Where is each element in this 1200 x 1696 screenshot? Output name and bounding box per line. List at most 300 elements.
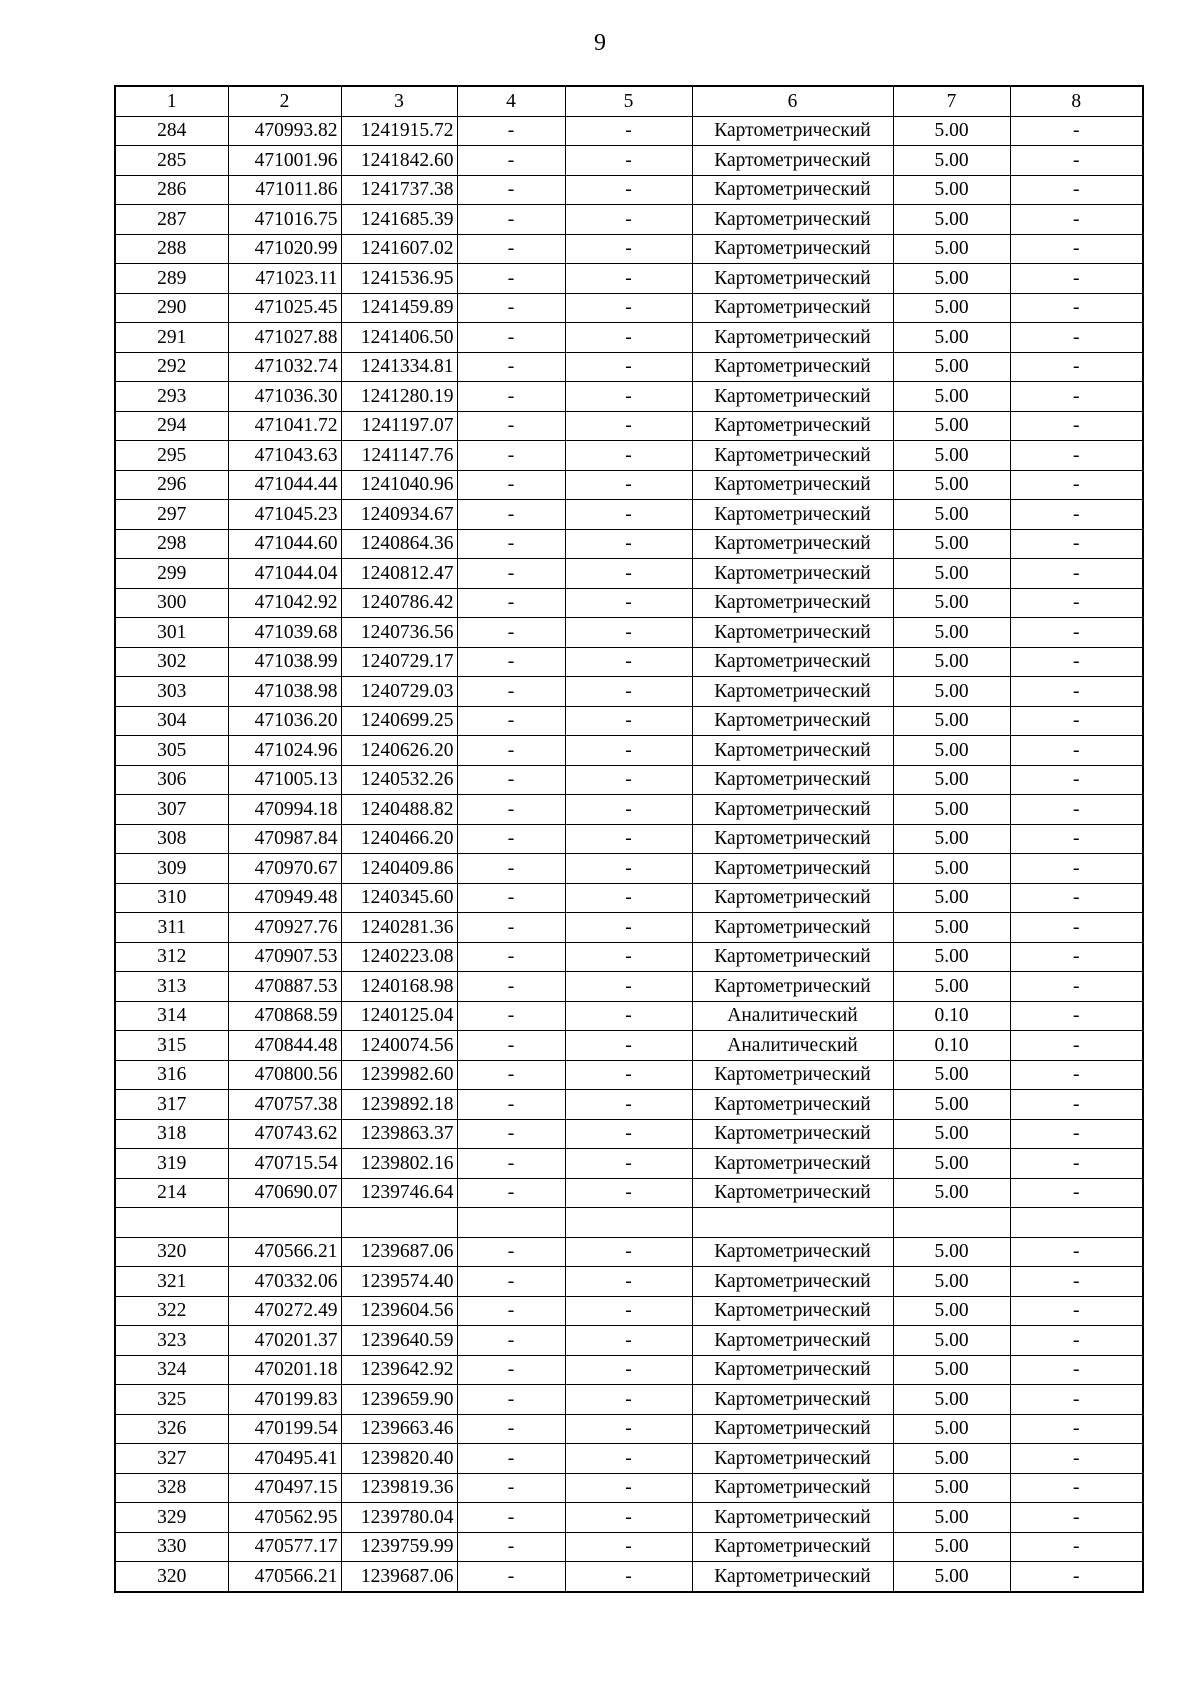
table-cell: 295 [115, 441, 228, 471]
table-cell: 284 [115, 116, 228, 146]
table-cell: 5.00 [893, 323, 1010, 353]
table-cell: - [1010, 352, 1143, 382]
table-cell: - [565, 1090, 692, 1120]
table-cell: 1240699.25 [341, 706, 457, 736]
table-cell: 5.00 [893, 411, 1010, 441]
column-header: 1 [115, 86, 228, 116]
table-cell: - [457, 913, 565, 943]
table-cell: - [457, 559, 565, 589]
table-cell: 312 [115, 942, 228, 972]
table-row [115, 146, 1143, 176]
table-cell: 1239659.90 [341, 1385, 457, 1415]
table-row [115, 441, 1143, 471]
table-row [115, 559, 1143, 589]
table-cell: 1241040.96 [341, 470, 457, 500]
table-cell: 5.00 [893, 293, 1010, 323]
table-cell: - [1010, 411, 1143, 441]
table-cell: 471044.44 [228, 470, 341, 500]
table-cell: 1241197.07 [341, 411, 457, 441]
table-cell: 471032.74 [228, 352, 341, 382]
table-cell: 1241685.39 [341, 205, 457, 235]
table-cell: 5.00 [893, 441, 1010, 471]
table-row [115, 116, 1143, 146]
table-cell: 301 [115, 618, 228, 648]
table-cell: Картометрический [692, 1503, 893, 1533]
table-cell: - [565, 1414, 692, 1444]
table-cell: 5.00 [893, 1326, 1010, 1356]
table-cell: 1240626.20 [341, 736, 457, 766]
table-cell: 470497.15 [228, 1473, 341, 1503]
column-header: 5 [565, 86, 692, 116]
page-number: 9 [594, 30, 606, 56]
table-cell: - [1010, 264, 1143, 294]
table-cell: 5.00 [893, 1090, 1010, 1120]
table-cell: - [565, 765, 692, 795]
table-row [115, 1326, 1143, 1356]
table-cell: - [1010, 1385, 1143, 1415]
table-cell: 470994.18 [228, 795, 341, 825]
table-cell: 470566.21 [228, 1562, 341, 1592]
table-row [115, 500, 1143, 530]
table-cell: - [1010, 854, 1143, 884]
table-row [115, 854, 1143, 884]
table-row [115, 706, 1143, 736]
table-cell: Картометрический [692, 1473, 893, 1503]
table-cell: 5.00 [893, 1444, 1010, 1474]
table-row [115, 205, 1143, 235]
table-cell: 1239863.37 [341, 1119, 457, 1149]
table-cell: 1239687.06 [341, 1237, 457, 1267]
table-cell: - [565, 1237, 692, 1267]
table-cell: 329 [115, 1503, 228, 1533]
table-cell: 1239574.40 [341, 1267, 457, 1297]
table-cell: - [457, 1444, 565, 1474]
table-cell: - [565, 1296, 692, 1326]
table-cell: 1241607.02 [341, 234, 457, 264]
table-cell: - [565, 500, 692, 530]
table-cell: - [565, 1326, 692, 1356]
table-cell: - [565, 824, 692, 854]
table-cell: 470690.07 [228, 1178, 341, 1208]
table-cell: 310 [115, 883, 228, 913]
table-cell: Картометрический [692, 234, 893, 264]
table-cell: 471027.88 [228, 323, 341, 353]
table-cell: Картометрический [692, 323, 893, 353]
table-cell: 5.00 [893, 1296, 1010, 1326]
table-cell: - [1010, 116, 1143, 146]
table-cell: 5.00 [893, 706, 1010, 736]
table-cell: 470927.76 [228, 913, 341, 943]
table-row [115, 913, 1143, 943]
table-cell: - [457, 116, 565, 146]
table-cell: 313 [115, 972, 228, 1002]
table-cell: 1239604.56 [341, 1296, 457, 1326]
table-cell [115, 1208, 228, 1238]
table-cell: 311 [115, 913, 228, 943]
table-cell: - [1010, 1031, 1143, 1061]
table-cell: 1240786.42 [341, 588, 457, 618]
table-cell: Аналитический [692, 1001, 893, 1031]
table-cell: 294 [115, 411, 228, 441]
table-cell: - [1010, 234, 1143, 264]
table-cell: - [1010, 470, 1143, 500]
table-cell: - [565, 205, 692, 235]
table-cell: - [1010, 883, 1143, 913]
table-row [115, 1414, 1143, 1444]
table-cell: 1240466.20 [341, 824, 457, 854]
table-cell: 319 [115, 1149, 228, 1179]
table-cell: Картометрический [692, 1060, 893, 1090]
table-cell: 290 [115, 293, 228, 323]
table-cell: Картометрический [692, 441, 893, 471]
table-cell: 470566.21 [228, 1237, 341, 1267]
table-cell: 1241334.81 [341, 352, 457, 382]
table-row [115, 972, 1143, 1002]
table-cell: Картометрический [692, 411, 893, 441]
table-cell: 1239892.18 [341, 1090, 457, 1120]
table-cell: 470272.49 [228, 1296, 341, 1326]
table-row [115, 1267, 1143, 1297]
table-cell: - [457, 736, 565, 766]
table-cell: 1239802.16 [341, 1149, 457, 1179]
table-cell: - [1010, 323, 1143, 353]
table-row [115, 1237, 1143, 1267]
table-cell: - [1010, 1326, 1143, 1356]
table-cell: - [565, 146, 692, 176]
table-cell: 5.00 [893, 1060, 1010, 1090]
table-cell: - [457, 1031, 565, 1061]
table-body [115, 116, 1143, 1592]
table-cell: 5.00 [893, 1355, 1010, 1385]
table-cell: 303 [115, 677, 228, 707]
table-cell: 5.00 [893, 913, 1010, 943]
table-cell: 302 [115, 647, 228, 677]
table-cell: 5.00 [893, 352, 1010, 382]
table-cell: - [457, 1532, 565, 1562]
column-header: 3 [341, 86, 457, 116]
table-cell: - [457, 1326, 565, 1356]
table-cell: - [1010, 1503, 1143, 1533]
table-cell: 5.00 [893, 588, 1010, 618]
table-cell: 1240281.36 [341, 913, 457, 943]
table-cell: - [565, 942, 692, 972]
table-cell: Картометрический [692, 854, 893, 884]
table-cell: 0.10 [893, 1001, 1010, 1031]
table-cell [1010, 1208, 1143, 1238]
table-cell: - [457, 824, 565, 854]
table-cell: - [1010, 677, 1143, 707]
table-cell: - [565, 883, 692, 913]
table-cell: 470743.62 [228, 1119, 341, 1149]
table-cell: 471001.96 [228, 146, 341, 176]
table-cell: 296 [115, 470, 228, 500]
table-cell: - [457, 1001, 565, 1031]
table-cell: - [565, 175, 692, 205]
table-cell: 286 [115, 175, 228, 205]
table-row [115, 1562, 1143, 1592]
table-cell: - [1010, 972, 1143, 1002]
table-cell: 1239663.46 [341, 1414, 457, 1444]
table-cell: 328 [115, 1473, 228, 1503]
table-cell: - [1010, 1473, 1143, 1503]
table-cell: 471044.60 [228, 529, 341, 559]
table-cell: 471016.75 [228, 205, 341, 235]
table-cell: Картометрический [692, 765, 893, 795]
table-cell: 5.00 [893, 824, 1010, 854]
table-cell: Картометрический [692, 1178, 893, 1208]
table-cell: - [565, 1503, 692, 1533]
table-cell: 327 [115, 1444, 228, 1474]
table-cell: Картометрический [692, 1119, 893, 1149]
table-cell: 288 [115, 234, 228, 264]
table-cell: - [1010, 1532, 1143, 1562]
table-cell: Картометрический [692, 824, 893, 854]
table-cell: 297 [115, 500, 228, 530]
table-cell: - [565, 913, 692, 943]
table-cell: - [1010, 706, 1143, 736]
table-row [115, 1385, 1143, 1415]
column-header: 2 [228, 86, 341, 116]
table-cell: - [457, 323, 565, 353]
table-cell: 292 [115, 352, 228, 382]
table-cell: Картометрический [692, 1444, 893, 1474]
table-cell: 1241737.38 [341, 175, 457, 205]
table-cell: Картометрический [692, 470, 893, 500]
table-cell: - [1010, 441, 1143, 471]
table-cell: - [457, 1385, 565, 1415]
table-cell: 470201.18 [228, 1355, 341, 1385]
table-cell: 5.00 [893, 854, 1010, 884]
table-cell: - [1010, 795, 1143, 825]
table-cell: 5.00 [893, 1385, 1010, 1415]
table-cell: - [565, 1267, 692, 1297]
table-cell: 470577.17 [228, 1532, 341, 1562]
table-cell: 1239819.36 [341, 1473, 457, 1503]
table-row [115, 883, 1143, 913]
table-cell [341, 1208, 457, 1238]
table-cell: - [457, 1414, 565, 1444]
table-cell: - [457, 1473, 565, 1503]
table-cell: 5.00 [893, 647, 1010, 677]
table-cell: 470800.56 [228, 1060, 341, 1090]
table-cell: - [565, 1001, 692, 1031]
table-cell: 304 [115, 706, 228, 736]
table-cell [692, 1208, 893, 1238]
table-cell: 471036.30 [228, 382, 341, 412]
table-cell: 5.00 [893, 1149, 1010, 1179]
table-cell: - [1010, 913, 1143, 943]
table-row [115, 1178, 1143, 1208]
table-cell: Картометрический [692, 382, 893, 412]
table-cell: Картометрический [692, 1532, 893, 1562]
table-cell: - [457, 942, 565, 972]
table-cell: 5.00 [893, 470, 1010, 500]
table-cell: 318 [115, 1119, 228, 1149]
table-cell: 5.00 [893, 618, 1010, 648]
table-row [115, 1296, 1143, 1326]
table-cell: - [457, 470, 565, 500]
table-cell: - [457, 1562, 565, 1592]
table-cell: Картометрический [692, 883, 893, 913]
table-cell: Картометрический [692, 588, 893, 618]
table-row [115, 1031, 1143, 1061]
table-cell [457, 1208, 565, 1238]
table-cell: - [457, 205, 565, 235]
table-cell: - [565, 352, 692, 382]
table-cell: 5.00 [893, 736, 1010, 766]
table-row [115, 1444, 1143, 1474]
table-cell: - [565, 1532, 692, 1562]
column-header: 6 [692, 86, 893, 116]
table-row [115, 470, 1143, 500]
table-cell: 470757.38 [228, 1090, 341, 1120]
table-cell: - [1010, 1119, 1143, 1149]
table-cell: 5.00 [893, 1267, 1010, 1297]
table-cell: 1241536.95 [341, 264, 457, 294]
table-cell: 316 [115, 1060, 228, 1090]
table-cell: Картометрический [692, 1267, 893, 1297]
table-cell: 471038.98 [228, 677, 341, 707]
table-cell: - [565, 1385, 692, 1415]
table-cell: 471039.68 [228, 618, 341, 648]
table-cell: 471044.04 [228, 559, 341, 589]
table-row [115, 323, 1143, 353]
table-cell: - [565, 972, 692, 1002]
table-cell: 320 [115, 1237, 228, 1267]
table-cell: Картометрический [692, 1090, 893, 1120]
table-cell: 471045.23 [228, 500, 341, 530]
table-cell: - [565, 795, 692, 825]
table-row [115, 647, 1143, 677]
coordinates-table [114, 85, 1144, 1593]
table-cell: Картометрический [692, 706, 893, 736]
table-row [115, 736, 1143, 766]
table-cell: 471041.72 [228, 411, 341, 441]
table-cell: 5.00 [893, 1562, 1010, 1592]
table-cell: 1241406.50 [341, 323, 457, 353]
table-cell: 1240532.26 [341, 765, 457, 795]
table-cell: 1240736.56 [341, 618, 457, 648]
table-cell: - [565, 293, 692, 323]
table-cell: - [457, 1178, 565, 1208]
table-cell: 1240345.60 [341, 883, 457, 913]
table-cell: - [1010, 1149, 1143, 1179]
table-cell: 470332.06 [228, 1267, 341, 1297]
table-cell: Картометрический [692, 264, 893, 294]
table-cell: 291 [115, 323, 228, 353]
table-cell: 1239820.40 [341, 1444, 457, 1474]
table-cell: - [457, 972, 565, 1002]
table-cell: 1240812.47 [341, 559, 457, 589]
table-cell: - [1010, 618, 1143, 648]
table-cell: Картометрический [692, 618, 893, 648]
table-cell: 470887.53 [228, 972, 341, 1002]
table-cell [228, 1208, 341, 1238]
table-cell: 470199.83 [228, 1385, 341, 1415]
table-cell: - [1010, 293, 1143, 323]
table-cell: Картометрический [692, 352, 893, 382]
table-cell: - [457, 854, 565, 884]
table-cell: Картометрический [692, 1237, 893, 1267]
table-cell: 5.00 [893, 1503, 1010, 1533]
table-cell: 5.00 [893, 942, 1010, 972]
table-cell: 5.00 [893, 972, 1010, 1002]
table-cell: - [1010, 529, 1143, 559]
table-cell: 1241280.19 [341, 382, 457, 412]
table-cell: 324 [115, 1355, 228, 1385]
table-cell: - [1010, 1060, 1143, 1090]
table-cell: 470907.53 [228, 942, 341, 972]
table-cell: - [457, 588, 565, 618]
table-cell: - [457, 618, 565, 648]
table-row [115, 1060, 1143, 1090]
table-cell: Аналитический [692, 1031, 893, 1061]
table-cell: 471036.20 [228, 706, 341, 736]
table-cell: 322 [115, 1296, 228, 1326]
table-cell: 1240125.04 [341, 1001, 457, 1031]
table-cell: - [457, 500, 565, 530]
table-cell: 1240409.86 [341, 854, 457, 884]
table-cell: 325 [115, 1385, 228, 1415]
table-cell: - [1010, 647, 1143, 677]
table-cell: Картометрический [692, 1355, 893, 1385]
table-cell: - [1010, 1414, 1143, 1444]
table-cell: Картометрический [692, 146, 893, 176]
table-cell: - [457, 146, 565, 176]
table-cell: 1240074.56 [341, 1031, 457, 1061]
table-cell: - [1010, 824, 1143, 854]
table-cell: - [457, 382, 565, 412]
table-cell: Картометрический [692, 116, 893, 146]
table-row [115, 1503, 1143, 1533]
table-row [115, 1532, 1143, 1562]
table-cell: 5.00 [893, 559, 1010, 589]
table-cell: 1239640.59 [341, 1326, 457, 1356]
table-row [115, 293, 1143, 323]
table-cell: - [565, 470, 692, 500]
table-row [115, 942, 1143, 972]
table-row [115, 588, 1143, 618]
table-cell: - [457, 352, 565, 382]
table-cell: Картометрический [692, 1562, 893, 1592]
table-row [115, 352, 1143, 382]
table-cell: 471024.96 [228, 736, 341, 766]
table-cell: - [457, 795, 565, 825]
table-cell: 5.00 [893, 175, 1010, 205]
table-cell: - [457, 883, 565, 913]
table-cell: 470993.82 [228, 116, 341, 146]
table-row [115, 765, 1143, 795]
table-cell: - [1010, 1090, 1143, 1120]
table-cell: Картометрический [692, 175, 893, 205]
table-cell: - [565, 382, 692, 412]
table-cell: 5.00 [893, 677, 1010, 707]
table-cell: 300 [115, 588, 228, 618]
table-cell: Картометрический [692, 500, 893, 530]
table-cell: - [565, 736, 692, 766]
table-row [115, 795, 1143, 825]
table-cell: - [457, 1149, 565, 1179]
table-cell: - [565, 618, 692, 648]
table-cell: 5.00 [893, 1473, 1010, 1503]
table-cell: 5.00 [893, 529, 1010, 559]
table-cell: 1239780.04 [341, 1503, 457, 1533]
table-cell: - [1010, 1178, 1143, 1208]
table-row [115, 618, 1143, 648]
table-cell: Картометрический [692, 795, 893, 825]
table-cell: 5.00 [893, 382, 1010, 412]
table-cell: 470495.41 [228, 1444, 341, 1474]
